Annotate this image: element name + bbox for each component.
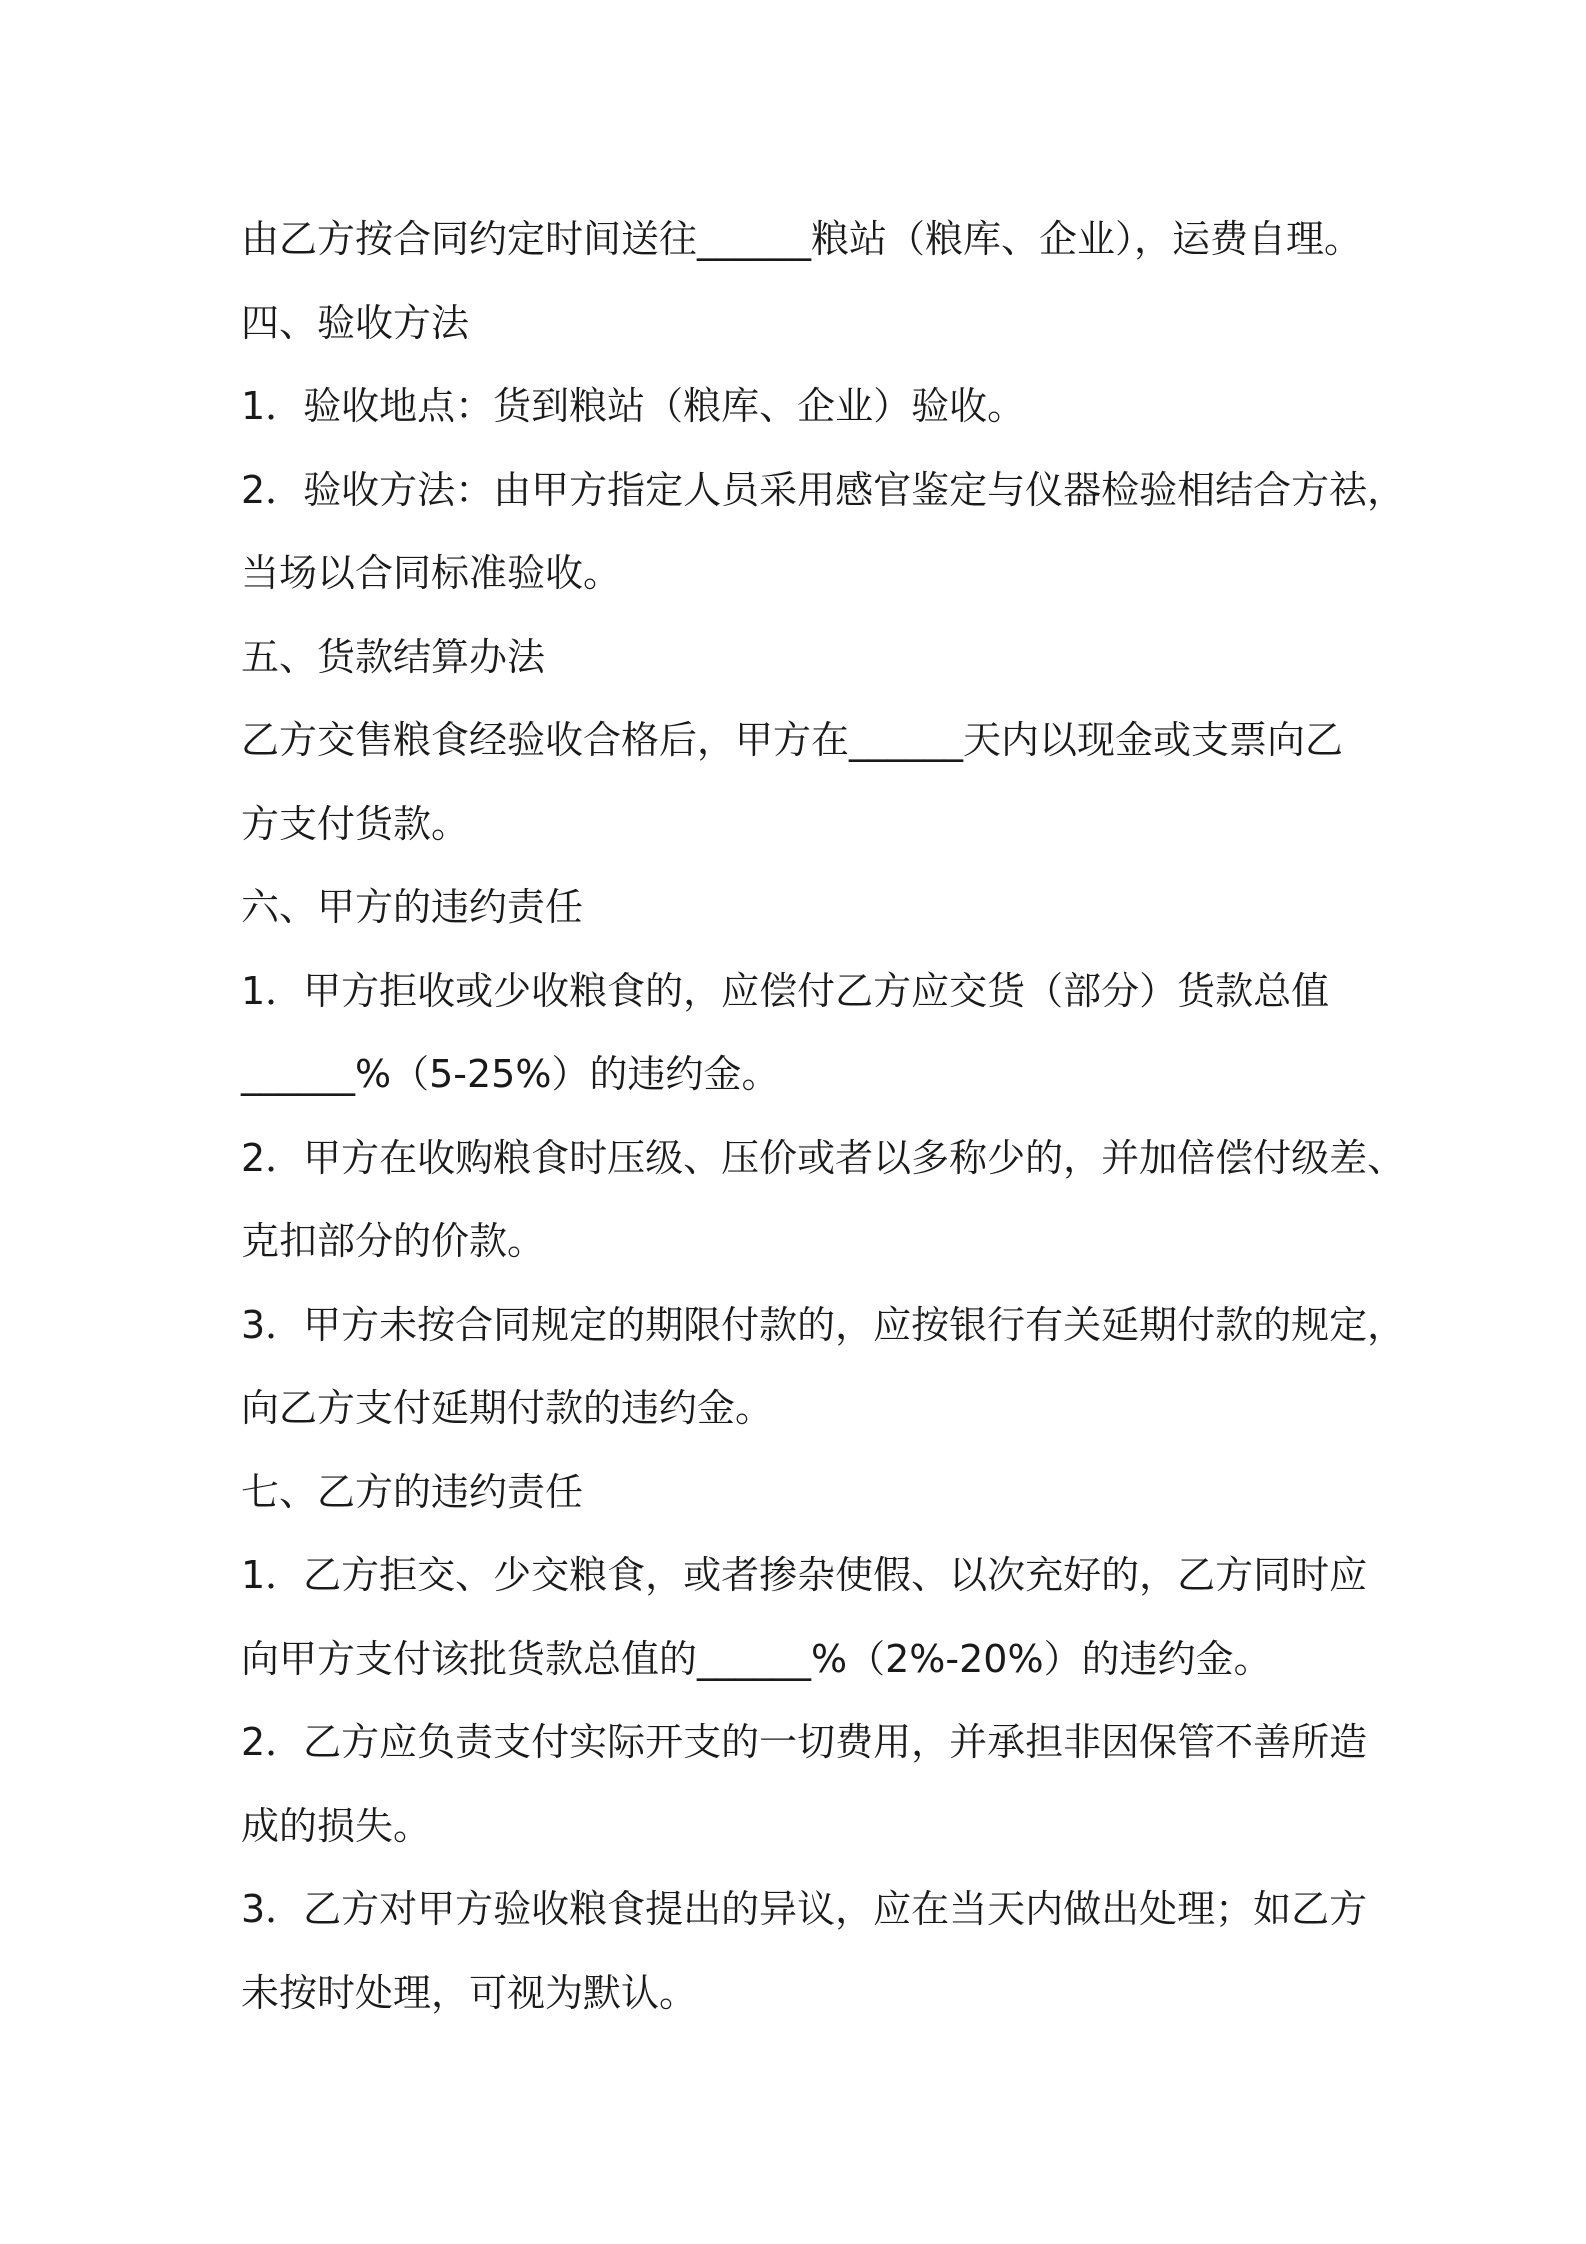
section-heading-party-a-liability: 六、甲方的违约责任 (241, 885, 584, 929)
clause-inspection-method: 2．验收方法：由甲方指定人员采用感官鉴定与仪器检验相结合方祛， (241, 467, 1406, 512)
clause-party-b-expenses: 2．乙方应负责支付实际开支的一切费用，并承担非因保管不善所造 (241, 1720, 1368, 1764)
clause-party-b-objection-continuation: 未按时处理，可视为默认。 (241, 1970, 698, 2015)
clause-party-b-objection: 3．乙方对甲方验收粮食提出的异议，应在当天内做出处理；如乙方 (241, 1887, 1368, 1931)
text-line-delivery-continuation: 由乙方按合同约定时间送往______粮站（粮库、企业），运费自理。 (241, 217, 1363, 261)
clause-inspection-method-continuation: 当场以合同标准验收。 (241, 551, 622, 595)
section-heading-payment-settlement: 五、货款结算办法 (241, 634, 546, 679)
clause-party-a-refusal-continuation: ______%（5-25%）的违约金。 (241, 1052, 780, 1096)
clause-party-b-expenses-continuation: 成的损失。 (241, 1803, 432, 1848)
clause-party-b-refusal: 1．乙方拒交、少交粮食，或者掺杂使假、以次充好的，乙方同时应 (241, 1553, 1368, 1597)
clause-party-a-refusal: 1．甲方拒收或少收粮食的，应偿付乙方应交货（部分）货款总值 (241, 968, 1330, 1013)
clause-party-a-price-cutting-continuation: 克扣部分的价款。 (241, 1219, 546, 1263)
clause-payment-terms-continuation: 方支付货款。 (241, 801, 470, 846)
clause-party-b-refusal-continuation: 向甲方支付该批货款总值的______%（2%-20%）的违约金。 (241, 1636, 1272, 1681)
clause-party-a-late-payment-continuation: 向乙方支付延期付款的违约金。 (241, 1386, 774, 1430)
clause-inspection-location: 1．验收地点：货到粮站（粮库、企业）验收。 (241, 384, 1026, 428)
section-heading-party-b-liability: 七、乙方的违约责任 (241, 1469, 584, 1514)
document-body (241, 198, 1406, 2035)
clause-party-a-price-cutting: 2．甲方在收购粮食时压级、压价或者以多称少的，并加倍偿付级差、 (241, 1135, 1406, 1180)
section-heading-inspection-method: 四、验收方法 (241, 300, 470, 345)
clause-payment-terms: 乙方交售粮食经验收合格后，甲方在______天内以现金或支票向乙 (241, 718, 1344, 762)
clause-party-a-late-payment: 3．甲方未按合同规定的期限付款的，应按银行有关延期付款的规定， (241, 1302, 1406, 1347)
